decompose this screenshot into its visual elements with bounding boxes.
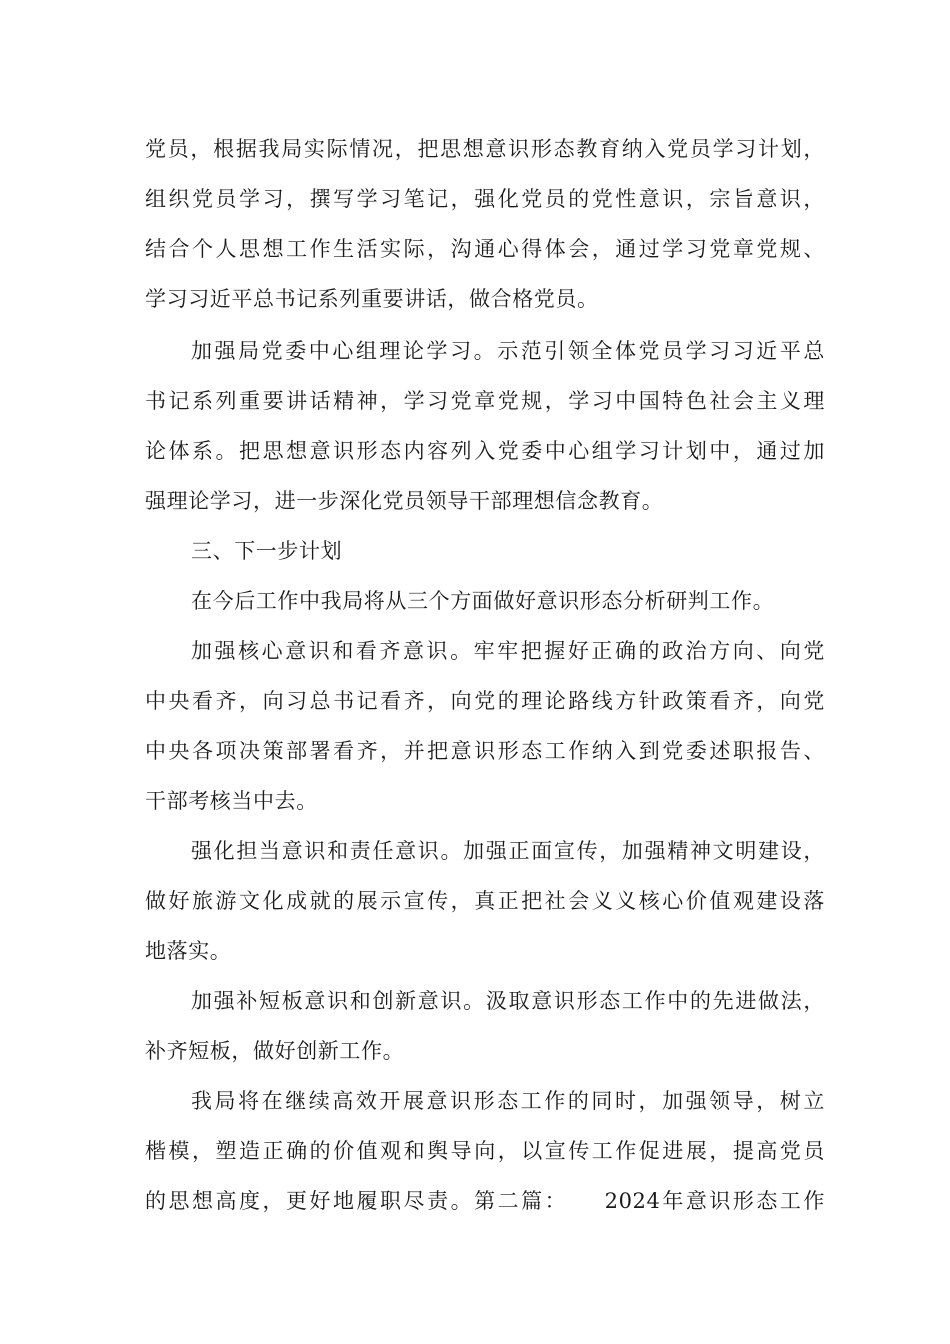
text-line: 党员，根据我局实际情况，把思想意识形态教育纳入党员学习计划， [145, 137, 825, 161]
text-line: 学习习近平总书记系列重要讲话，做合格党员。 [145, 287, 599, 311]
section-heading: 三、下一步计划 [191, 539, 343, 563]
text-line: 中央看齐，向习总书记看齐，向党的理论路线方针政策看齐，向党 [145, 689, 825, 713]
text-line: 地落实。 [145, 939, 232, 963]
text-line: 强理论学习，进一步深化党员领导干部理想信念教育。 [145, 489, 664, 513]
text-line: 论体系。把思想意识形态内容列入党委中心组学习计划中，通过加 [145, 439, 825, 463]
text-line: 书记系列重要讲话精神，学习党章党规，学习中国特色社会主义理 [145, 389, 825, 413]
paragraph-start-line: 加强补短板意识和创新意识。汲取意识形态工作中的先进做法， [191, 989, 825, 1013]
paragraph-start-line: 强化担当意识和责任意识。加强正面宣传，加强精神文明建设， [191, 839, 825, 863]
text-line: 组织党员学习，撰写学习笔记，强化党员的党性意识，宗旨意识， [145, 187, 825, 211]
text-line: 结合个人思想工作生活实际，沟通心得体会，通过学习党章党规、 [145, 237, 825, 261]
text-line: 楷模，塑造正确的价值观和舆导向，以宣传工作促进展，提高党员 [145, 1139, 825, 1163]
paragraph-start-line: 在今后工作中我局将从三个方面做好意识形态分析研判工作。 [191, 589, 775, 613]
paragraph-start-line: 加强核心意识和看齐意识。牢牢把握好正确的政治方向、向党 [191, 639, 825, 663]
paragraph-start-line: 加强局党委中心组理论学习。示范引领全体党员学习习近平总 [191, 339, 825, 363]
text-line: 干部考核当中去。 [145, 789, 318, 813]
paragraph-start-line: 我局将在继续高效开展意识形态工作的同时，加强领导，树立 [191, 1089, 825, 1113]
text-line: 中央各项决策部署看齐，并把意识形态工作纳入到党委述职报告、 [145, 739, 825, 763]
text-line: 做好旅游文化成就的展示宣传，真正把社会义义核心价值观建设落 [145, 889, 825, 913]
text-line: 的思想高度，更好地履职尽责。第二篇： 2024年意识形态工作 [145, 1189, 825, 1213]
text-line: 补齐短板，做好创新工作。 [145, 1039, 405, 1063]
